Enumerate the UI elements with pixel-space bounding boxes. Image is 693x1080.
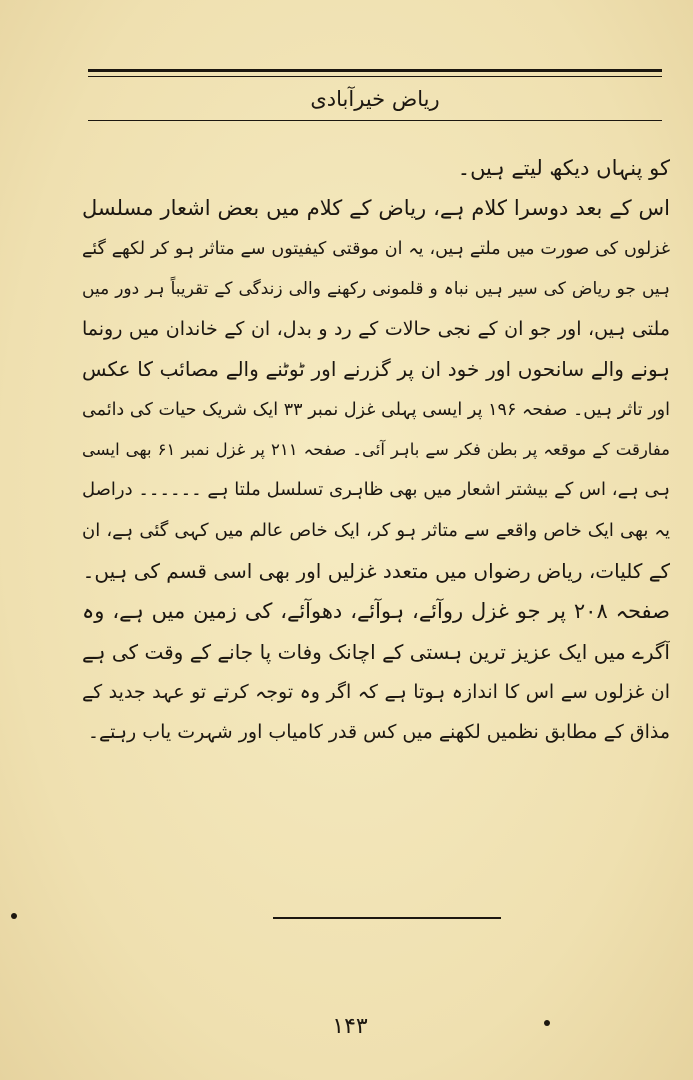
text-line: اور تاثر ہیں۔ صفحہ ۱۹۶ پر ایسی پہلی غزل نمبر ۳۳ ایک شریک حیات کی دائمی xyxy=(82,399,670,420)
header-underline-rule xyxy=(88,120,662,121)
text-line: مفارقت کے موقعہ پر بطن فکر سے باہر آئی۔ صفحہ ۲۱۱ پر غزل نمبر ۶۱ بھی ایسی xyxy=(82,440,670,460)
running-header: ریاض خیرآبادی xyxy=(310,87,440,111)
text-line: مذاق کے مطابق نظمیں لکھنے میں کس قدر کامیاب اور شہرت یاب رہتے۔ xyxy=(87,721,670,744)
ink-speck xyxy=(11,913,17,919)
text-line: ہونے والے سانحوں اور خود ان پر گزرنے اور ٹوٹنے والے مصائب کا عکس xyxy=(82,357,670,382)
text-line: صفحہ ۲۰۸ پر جو غزل روآئے، ہوآئے، دھوآئے، کی زمین میں ہے، وہ xyxy=(82,599,670,624)
text-line: کے کلیات، ریاض رضواں میں متعدد غزلیں اور بھی اسی قسم کی ہیں۔ xyxy=(82,558,670,583)
section-end-rule xyxy=(273,917,501,919)
text-line: ہیں جو ریاض کی سیر ہیں نباہ و قلمونی رکھنے والی زندگی کے تقریباً ہر دور میں xyxy=(82,278,670,299)
text-line: کو پنہاں دیکھ لیتے ہیں۔ xyxy=(457,156,670,180)
header-rule-thick xyxy=(88,69,662,72)
text-line: اس کے بعد دوسرا کلام ہے، ریاض کے کلام میں بعض اشعار مسلسل xyxy=(82,196,670,221)
text-line: یہ بھی ایک خاص واقعے سے متاثر ہو کر، ایک خاص عالم میں کہی گئی ہے، ان xyxy=(82,519,670,541)
body-text xyxy=(82,148,670,752)
text-line: ان غزلوں سے اس کا اندازہ ہوتا ہے کہ اگر وہ توجہ کرتے تو عہد جدید کے xyxy=(82,680,670,703)
text-line: آگرے میں ایک عزیز ترین ہستی کے اچانک وفات پا جانے کے وقت کی ہے xyxy=(82,639,670,664)
text-line: ہی ہے، اس کے بیشتر اشعار میں بھی ظاہری تسلسل ملتا ہے ۔۔۔۔۔۔ دراصل xyxy=(82,479,670,501)
ink-speck xyxy=(544,1020,550,1026)
text-line: غزلوں کی صورت میں ملتے ہیں، یہ ان موقتی کیفیتوں سے متاثر ہو کر لکھے گئے xyxy=(82,238,670,259)
header-rule-thin xyxy=(88,76,662,77)
text-line: ملتی ہیں، اور جو ان کے نجی حالات کے رد و بدل، ان کے خاندان میں رونما xyxy=(82,318,670,341)
page-number: ۱۴۳ xyxy=(332,1014,368,1039)
